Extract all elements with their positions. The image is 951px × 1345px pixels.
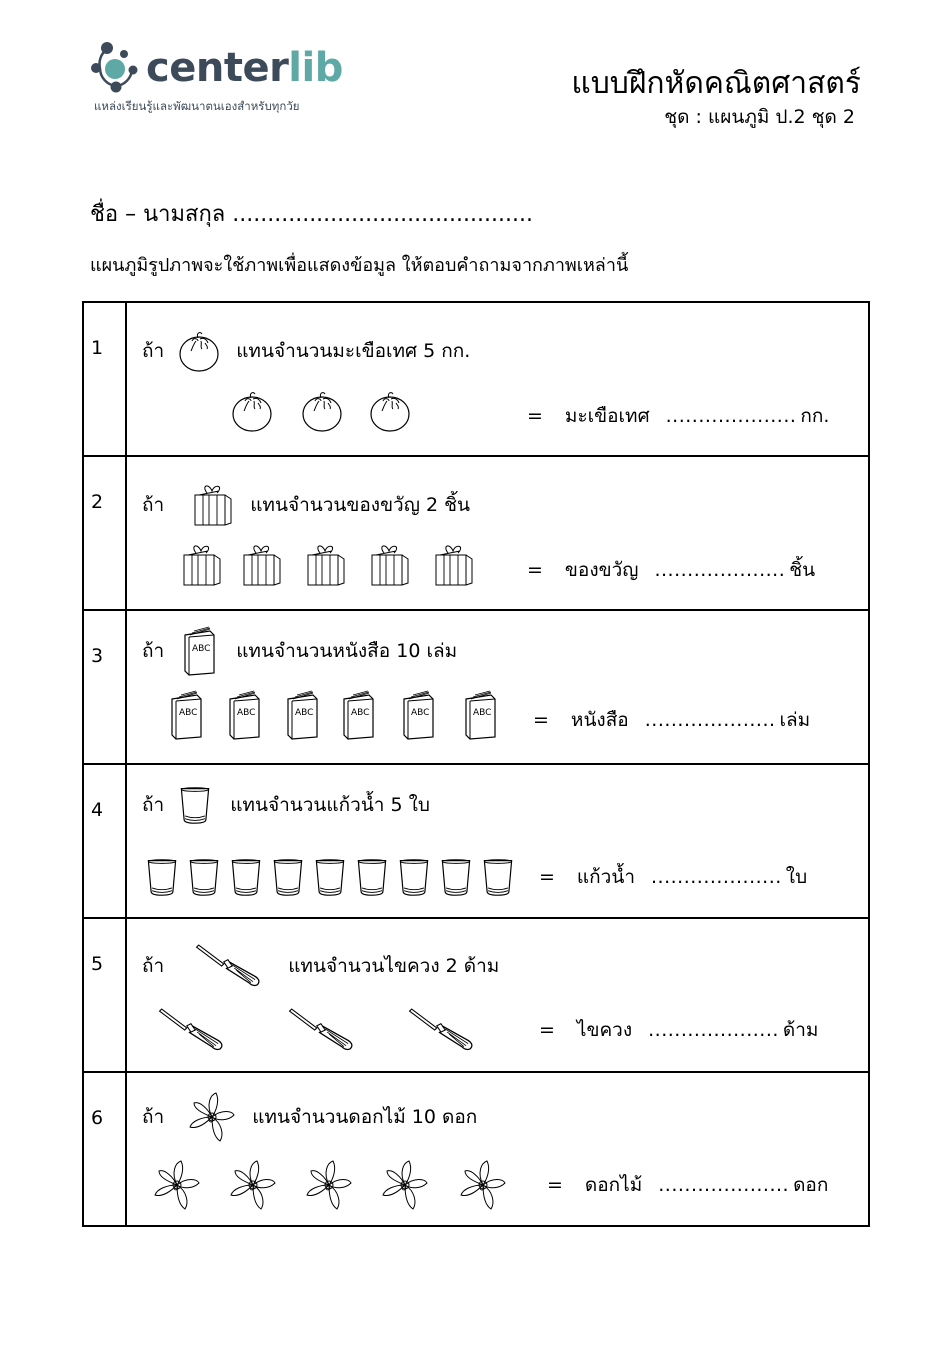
answer-noun: ไขควง <box>576 1019 633 1041</box>
question-number-cell <box>83 456 126 610</box>
book-icon <box>397 689 441 741</box>
flower-icon <box>151 1159 203 1211</box>
answer-unit: ด้าม <box>782 1019 819 1041</box>
question-number: 6 <box>91 1107 104 1129</box>
book-icon <box>459 689 503 741</box>
question-row <box>83 302 869 456</box>
glass-icon <box>481 857 515 897</box>
question-number: 3 <box>91 645 104 667</box>
if-label: ถ้า <box>142 1106 165 1128</box>
answer-noun: มะเขือเทศ <box>564 405 650 427</box>
answer-unit: กก. <box>800 405 830 427</box>
picture-row <box>153 1007 481 1053</box>
picture-row <box>165 689 503 741</box>
worksheet-table <box>82 301 870 1227</box>
equals-sign: = <box>527 405 543 427</box>
gift-icon <box>367 541 413 589</box>
question-body <box>126 302 869 456</box>
picture-row <box>151 1159 509 1211</box>
flower-icon <box>227 1159 279 1211</box>
question-body <box>126 764 869 918</box>
glass-icon <box>355 857 389 897</box>
book-icon <box>281 689 325 741</box>
book-icon <box>165 689 209 741</box>
if-label: ถ้า <box>142 955 165 977</box>
instruction-text: แผนภูมิรูปภาพจะใช้ภาพเพื่อแสดงข้อมูล ให้ตอบคำถามจากภาพเหล่านี้ <box>90 255 629 276</box>
key-text: แทนจำนวนแก้วน้ำ 5 ใบ <box>230 794 430 816</box>
answer-noun: หนังสือ <box>570 709 629 731</box>
screwdriver-icon <box>153 1007 231 1053</box>
glass-icon <box>229 857 263 897</box>
screwdriver-icon <box>283 1007 361 1053</box>
question-number-cell <box>83 302 126 456</box>
answer-line <box>539 1015 818 1045</box>
answer-blank[interactable]: .................... <box>644 709 776 731</box>
logo-tagline: แหล่งเรียนรู้และพัฒนาตนเองสำหรับทุกวัย <box>94 99 300 113</box>
glass-icon <box>145 857 179 897</box>
glass-icon <box>187 857 221 897</box>
question-row <box>83 456 869 610</box>
gift-icon <box>303 541 349 589</box>
question-number-cell <box>83 610 126 764</box>
answer-blank[interactable]: .................... <box>654 559 786 581</box>
answer-blank[interactable]: .................... <box>665 405 797 427</box>
answer-unit: เล่ม <box>779 709 811 731</box>
key-text: แทนจำนวนมะเขือเทศ 5 กก. <box>236 340 471 362</box>
equals-sign: = <box>527 559 543 581</box>
question-body <box>126 610 869 764</box>
answer-line <box>527 555 815 585</box>
glass-icon <box>313 857 347 897</box>
centerlib-logo <box>90 40 350 120</box>
worksheet-subtitle: ชุด : แผนภูมิ ป.2 ชุด 2 <box>664 106 855 128</box>
answer-blank[interactable]: .................... <box>648 1019 779 1041</box>
if-label: ถ้า <box>142 640 165 662</box>
question-number-cell <box>83 918 126 1072</box>
answer-line <box>533 705 810 735</box>
answer-line <box>527 401 829 431</box>
flower-icon <box>379 1159 431 1211</box>
logo-word-lib: lib <box>288 45 343 91</box>
logo-wordmark <box>146 42 343 94</box>
picture-row <box>145 857 515 897</box>
worksheet-title: แบบฝึกหัดคณิตศาสตร์ <box>571 66 861 101</box>
key-text: แทนจำนวนดอกไม้ 10 ดอก <box>252 1106 478 1128</box>
answer-noun: ของขวัญ <box>564 559 639 581</box>
question-number: 5 <box>91 953 104 975</box>
question-number: 4 <box>91 799 104 821</box>
gift-icon <box>239 541 285 589</box>
answer-unit: ใบ <box>785 866 808 888</box>
answer-blank[interactable]: .................... <box>651 866 782 888</box>
answer-unit: ดอก <box>793 1174 829 1196</box>
key-text: แทนจำนวนหนังสือ 10 เล่ม <box>236 640 458 662</box>
question-body <box>126 918 869 1072</box>
screwdriver-icon <box>403 1007 481 1053</box>
answer-noun: แก้วน้ำ <box>576 866 635 888</box>
gift-icon <box>190 481 236 529</box>
picture-row <box>179 541 477 589</box>
name-label: ชื่อ – นามสกุล <box>90 202 226 227</box>
book-icon <box>337 689 381 741</box>
if-label: ถ้า <box>142 340 165 362</box>
answer-line <box>539 862 807 892</box>
question-number: 2 <box>91 491 104 513</box>
answer-line <box>547 1170 828 1200</box>
screwdriver-icon <box>190 943 268 989</box>
book-icon <box>178 625 222 677</box>
logo-word-center: center <box>146 45 289 91</box>
answer-noun: ดอกไม้ <box>584 1174 643 1196</box>
flower-icon <box>186 1091 238 1143</box>
flower-icon <box>457 1159 509 1211</box>
glass-icon <box>178 785 212 825</box>
book-icon <box>223 689 267 741</box>
gift-icon <box>179 541 225 589</box>
tomato-icon <box>301 389 345 433</box>
glass-icon <box>439 857 473 897</box>
tomato-icon <box>178 329 222 373</box>
question-body <box>126 1072 869 1226</box>
picture-row <box>231 389 413 433</box>
question-number: 1 <box>91 337 104 359</box>
question-number-cell <box>83 1072 126 1226</box>
name-field <box>90 196 533 231</box>
name-blank: ........................................... <box>232 202 533 227</box>
glass-icon <box>271 857 305 897</box>
if-label: ถ้า <box>142 494 165 516</box>
tomato-icon <box>369 389 413 433</box>
question-row <box>83 610 869 764</box>
question-number-cell <box>83 764 126 918</box>
key-text: แทนจำนวนไขควง 2 ด้าม <box>288 955 500 977</box>
equals-sign: = <box>539 866 555 888</box>
answer-unit: ชิ้น <box>789 559 816 581</box>
tomato-icon <box>231 389 275 433</box>
logo-network-icon <box>90 40 142 96</box>
equals-sign: = <box>547 1174 563 1196</box>
equals-sign: = <box>533 709 549 731</box>
answer-blank[interactable]: .................... <box>658 1174 790 1196</box>
if-label: ถ้า <box>142 794 165 816</box>
key-text: แทนจำนวนของขวัญ 2 ชิ้น <box>250 494 470 516</box>
question-row <box>83 918 869 1072</box>
question-row <box>83 764 869 918</box>
flower-icon <box>303 1159 355 1211</box>
question-body <box>126 456 869 610</box>
equals-sign: = <box>539 1019 555 1041</box>
gift-icon <box>431 541 477 589</box>
question-row <box>83 1072 869 1226</box>
glass-icon <box>397 857 431 897</box>
